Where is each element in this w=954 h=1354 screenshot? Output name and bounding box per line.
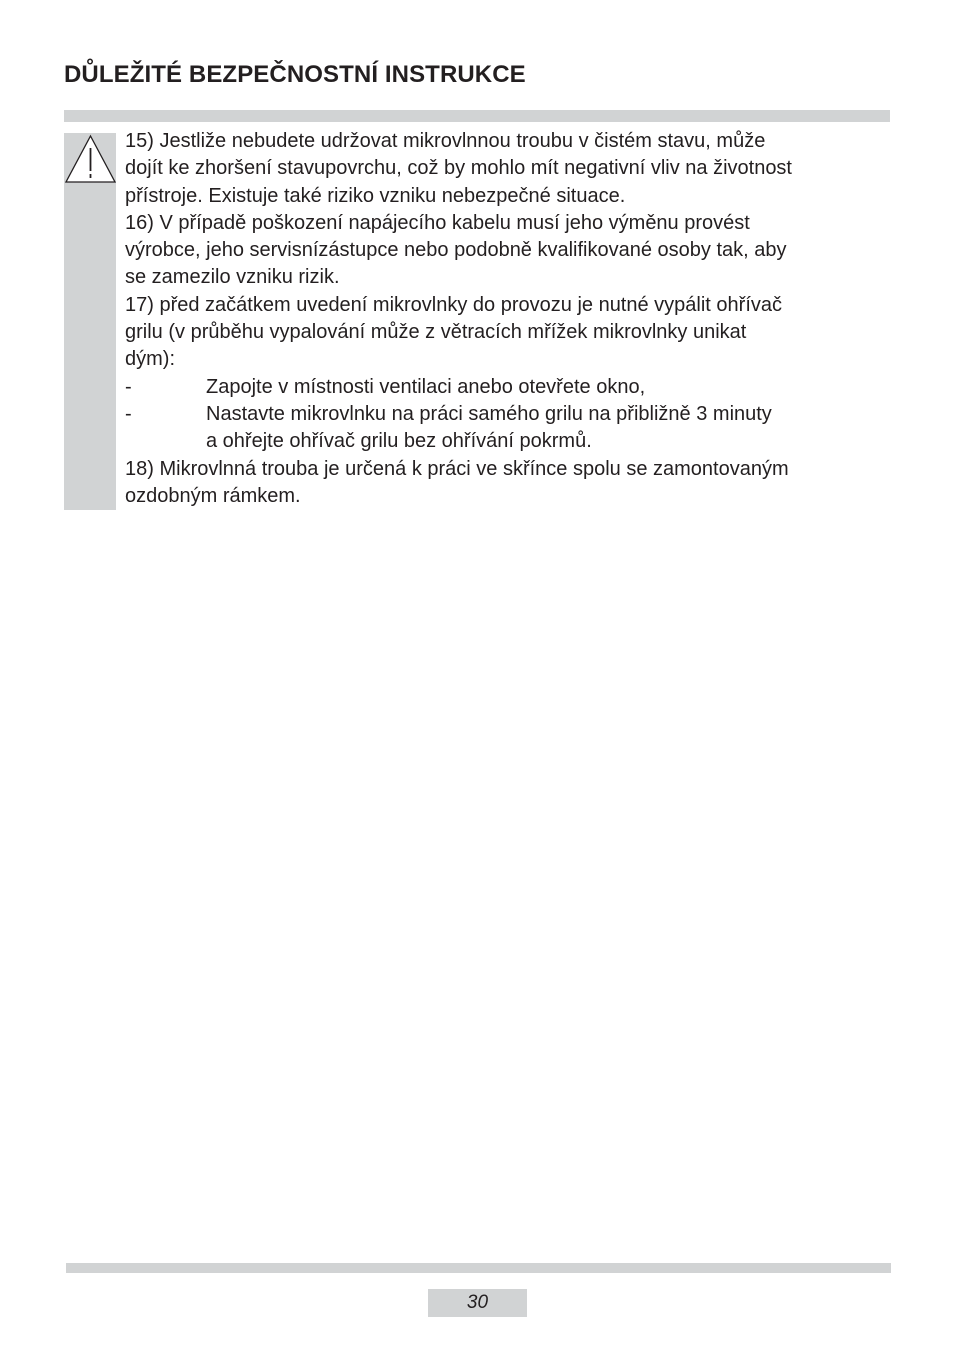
bullet-line: Nastavte mikrovlnku na práci samého grilu na přibližně 3 minuty [206, 402, 772, 425]
warning-triangle-icon [64, 133, 117, 185]
page-title: DŮLEŽITÉ BEZPEČNOSTNÍ INSTRUKCE [64, 61, 526, 88]
instruction-16 [125, 210, 895, 292]
bullet-dash: - [125, 402, 132, 425]
page-number: 30 [428, 1289, 527, 1317]
instruction-17 [125, 292, 895, 456]
footer-divider [66, 1263, 891, 1273]
instruction-17-bullet [125, 374, 895, 401]
instruction-17-bullet [125, 401, 895, 456]
instruction-15-line: 15) Jestliže nebudete udržovat mikrovlnnou troubu v čistém stavu, může [125, 130, 766, 152]
bullet-line: Zapojte v místnosti ventilaci anebo otevřete okno, [206, 375, 646, 398]
instruction-15-line: přístroje. Existuje také riziko vzniku nebezpečné situace. [125, 184, 626, 207]
instruction-15-line: dojít ke zhoršení stavupovrchu, což by mohlo mít negativní vliv na životnost [125, 157, 792, 180]
bullet-text [206, 374, 645, 401]
instruction-16-line: 16) V případě poškození napájecího kabelu musí jeho výměnu provést [125, 211, 750, 234]
warning-sidebar [64, 133, 116, 510]
bullet-dash: - [125, 375, 132, 398]
header-divider [64, 110, 890, 122]
bullet-line: a ohřejte ohřívač grilu bez ohřívání pokrmů. [206, 430, 592, 453]
instruction-16-line: výrobce, jeho servisnízástupce nebo podobně kvalifikované osoby tak, aby [125, 239, 787, 262]
instruction-16-line: se zamezilo vzniku rizik. [125, 266, 340, 289]
instruction-18-line: 18) Mikrovlnná trouba je určená k práci ve skřínce spolu se zamontovaným [125, 457, 789, 480]
instruction-17-line: dým): [125, 348, 175, 371]
instruction-17-line: 17) před začátkem uvedení mikrovlnky do provozu je nutné vypálit ohřívač [125, 293, 783, 316]
bullet-text [206, 401, 772, 456]
safety-instructions [125, 128, 895, 510]
instruction-18-line: ozdobným rámkem. [125, 484, 301, 507]
instruction-17-line: grilu (v průběhu vypalování může z větracích mřížek mikrovlnky unikat [125, 321, 747, 344]
instruction-18 [125, 456, 895, 511]
instruction-15 [125, 128, 895, 210]
